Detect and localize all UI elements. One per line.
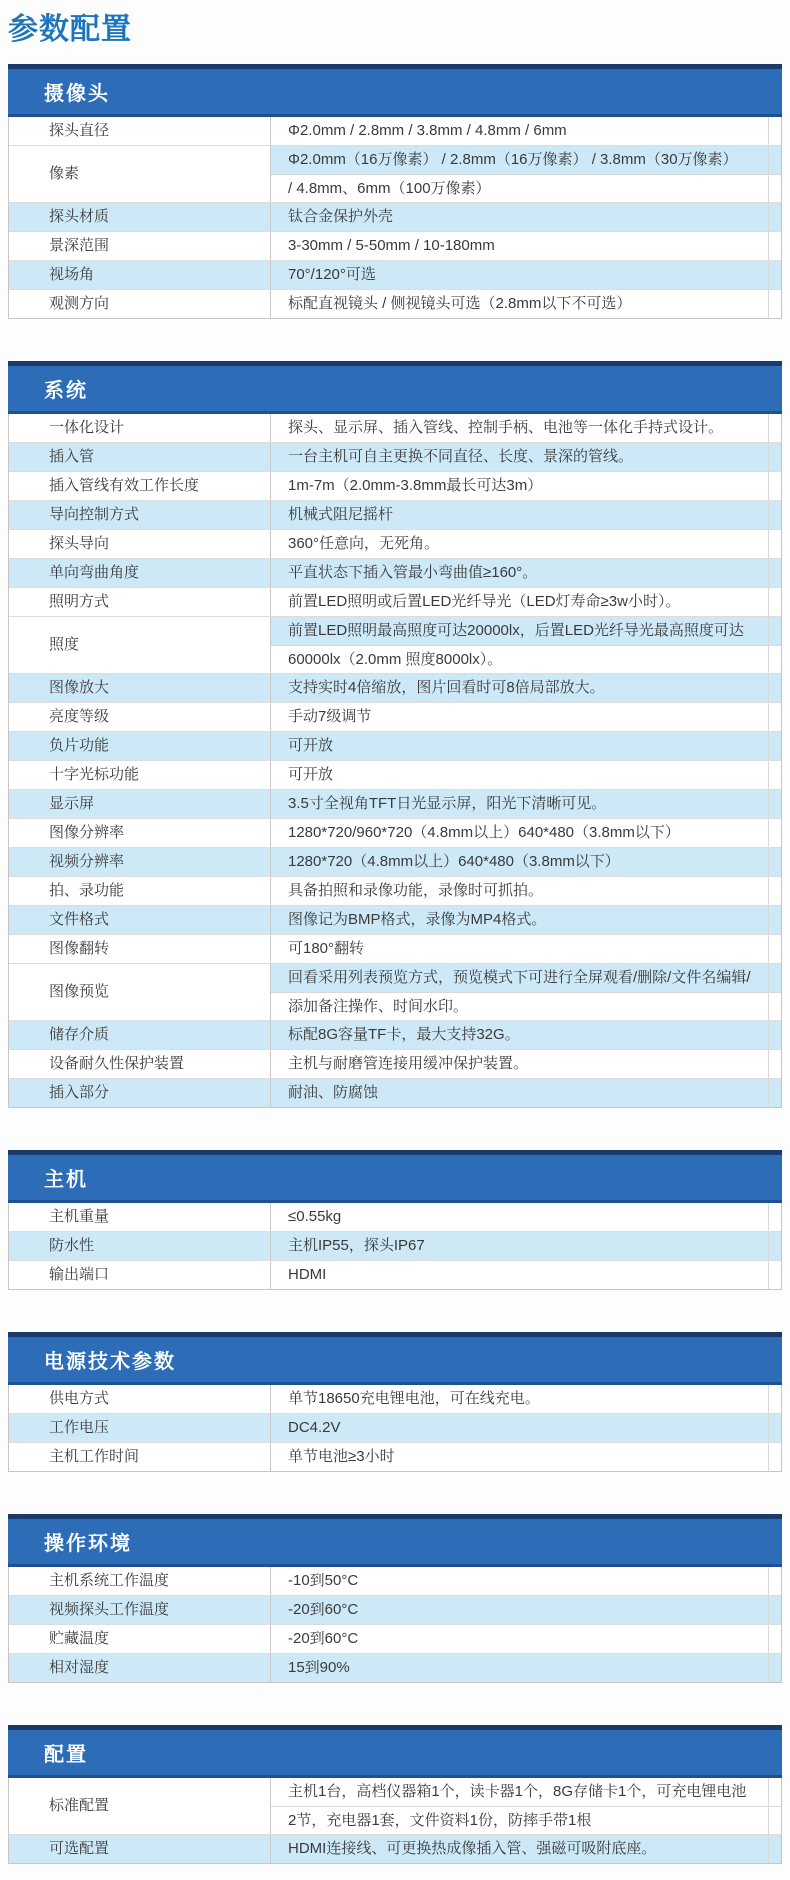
table-row [9, 732, 781, 761]
row-values [271, 1625, 781, 1653]
row-label: 导向控制方式 [9, 501, 271, 529]
row-value: 支持实时4倍缩放，图片回看时可8倍局部放大。 [271, 674, 781, 702]
section-rows [8, 117, 782, 319]
table-row [9, 1625, 781, 1654]
row-values [271, 1654, 781, 1682]
row-label: 文件格式 [9, 906, 271, 934]
sections-container [8, 64, 782, 1864]
table-row [9, 1567, 781, 1596]
table-row [9, 203, 781, 232]
table-row [9, 1232, 781, 1261]
row-label: 拍、录功能 [9, 877, 271, 905]
row-label: 景深范围 [9, 232, 271, 260]
row-values [271, 443, 781, 471]
section-title: 系统 [44, 380, 88, 402]
section-title: 摄像头 [44, 83, 110, 105]
row-values [271, 588, 781, 616]
table-row [9, 588, 781, 617]
row-values [271, 617, 781, 673]
row-values [271, 1261, 781, 1289]
row-values [271, 1443, 781, 1471]
section-1 [8, 361, 782, 1108]
section-2 [8, 1150, 782, 1290]
row-values [271, 790, 781, 818]
row-values [271, 819, 781, 847]
row-label: 主机工作时间 [9, 1443, 271, 1471]
section-header [8, 1514, 782, 1567]
table-row [9, 1654, 781, 1682]
row-label: 像素 [9, 146, 271, 202]
row-label: 相对湿度 [9, 1654, 271, 1682]
row-value: 1m-7m（2.0mm-3.8mm最长可达3m） [271, 472, 781, 500]
row-values [271, 1203, 781, 1231]
table-row [9, 530, 781, 559]
section-rows [8, 1778, 782, 1864]
section-rows [8, 1203, 782, 1290]
table-row [9, 559, 781, 588]
section-header [8, 1725, 782, 1778]
row-value: / 4.8mm、6mm（100万像素） [271, 174, 781, 202]
row-values [271, 1596, 781, 1624]
row-values [271, 761, 781, 789]
row-label: 插入管线有效工作长度 [9, 472, 271, 500]
row-value: 单节18650充电锂电池，可在线充电。 [271, 1385, 781, 1413]
row-label: 图像翻转 [9, 935, 271, 963]
table-row [9, 1414, 781, 1443]
row-value: ≤0.55kg [271, 1203, 781, 1231]
row-value: 主机1台，高档仪器箱1个，读卡器1个，8G存储卡1个，可充电锂电池 [271, 1778, 781, 1806]
row-label: 图像放大 [9, 674, 271, 702]
row-label: 插入部分 [9, 1079, 271, 1107]
table-row [9, 819, 781, 848]
row-value: 具备拍照和录像功能，录像时可抓拍。 [271, 877, 781, 905]
row-values [271, 935, 781, 963]
row-values [271, 530, 781, 558]
table-row [9, 1443, 781, 1471]
row-values [271, 414, 781, 442]
row-label: 显示屏 [9, 790, 271, 818]
row-value: 3-30mm / 5-50mm / 10-180mm [271, 232, 781, 260]
section-title: 配置 [44, 1744, 88, 1766]
row-values [271, 146, 781, 202]
row-value: 60000lx（2.0mm 照度8000lx）。 [271, 645, 781, 673]
row-label: 供电方式 [9, 1385, 271, 1413]
row-values [271, 964, 781, 1020]
row-value: 主机IP55，探头IP67 [271, 1232, 781, 1260]
row-value: 一台主机可自主更换不同直径、长度、景深的管线。 [271, 443, 781, 471]
row-values [271, 1778, 781, 1834]
row-label: 照明方式 [9, 588, 271, 616]
row-values [271, 1835, 781, 1863]
table-row [9, 146, 781, 203]
row-value: 探头、显示屏、插入管线、控制手柄、电池等一体化手持式设计。 [271, 414, 781, 442]
row-value: 前置LED照明或后置LED光纤导光（LED灯寿命≥3w小时）。 [271, 588, 781, 616]
row-values [271, 906, 781, 934]
row-value: HDMI [271, 1261, 781, 1289]
row-values [271, 117, 781, 145]
row-label: 工作电压 [9, 1414, 271, 1442]
row-values [271, 674, 781, 702]
table-row [9, 1835, 781, 1863]
section-header [8, 1332, 782, 1385]
row-label: 主机系统工作温度 [9, 1567, 271, 1595]
row-value: 1280*720（4.8mm以上）640*480（3.8mm以下） [271, 848, 781, 876]
row-value: 15到90% [271, 1654, 781, 1682]
row-value: 可180°翻转 [271, 935, 781, 963]
row-values [271, 472, 781, 500]
section-rows [8, 414, 782, 1108]
row-value: 平直状态下插入管最小弯曲值≥160°。 [271, 559, 781, 587]
row-label: 十字光标功能 [9, 761, 271, 789]
table-row [9, 1385, 781, 1414]
row-value: 标配8G容量TF卡，最大支持32G。 [271, 1021, 781, 1049]
row-label: 视场角 [9, 261, 271, 289]
table-row [9, 703, 781, 732]
row-label: 观测方向 [9, 290, 271, 318]
table-row [9, 935, 781, 964]
row-value: 3.5寸全视角TFT日光显示屏，阳光下清晰可见。 [271, 790, 781, 818]
row-value: DC4.2V [271, 1414, 781, 1442]
row-label: 标准配置 [9, 1778, 271, 1834]
row-values [271, 1567, 781, 1595]
table-row [9, 877, 781, 906]
row-label: 贮藏温度 [9, 1625, 271, 1653]
row-value: 标配直视镜头 / 侧视镜头可选（2.8mm以下不可选） [271, 290, 781, 318]
row-value: -20到60°C [271, 1596, 781, 1624]
row-label: 图像分辨率 [9, 819, 271, 847]
row-values [271, 1385, 781, 1413]
row-label: 照度 [9, 617, 271, 673]
row-value: 耐油、防腐蚀 [271, 1079, 781, 1107]
section-5 [8, 1725, 782, 1864]
row-value: 钛合金保护外壳 [271, 203, 781, 231]
row-value: 360°任意向，无死角。 [271, 530, 781, 558]
row-value: 单节电池≥3小时 [271, 1443, 781, 1471]
section-header [8, 64, 782, 117]
row-values [271, 1414, 781, 1442]
row-value: -10到50°C [271, 1567, 781, 1595]
row-label: 亮度等级 [9, 703, 271, 731]
table-row [9, 761, 781, 790]
table-row [9, 232, 781, 261]
row-value: Φ2.0mm（16万像素） / 2.8mm（16万像素） / 3.8mm（30万像素） [271, 146, 781, 174]
row-label: 一体化设计 [9, 414, 271, 442]
row-value: 可开放 [271, 732, 781, 760]
table-row [9, 501, 781, 530]
row-label: 设备耐久性保护装置 [9, 1050, 271, 1078]
row-value: 主机与耐磨管连接用缓冲保护装置。 [271, 1050, 781, 1078]
table-row [9, 1050, 781, 1079]
table-row [9, 261, 781, 290]
row-values [271, 877, 781, 905]
section-title: 电源技术参数 [44, 1351, 176, 1373]
table-row [9, 848, 781, 877]
row-label: 插入管 [9, 443, 271, 471]
row-value: 1280*720/960*720（4.8mm以上）640*480（3.8mm以下） [271, 819, 781, 847]
row-values [271, 1050, 781, 1078]
row-values [271, 703, 781, 731]
table-row [9, 1079, 781, 1107]
section-header [8, 1150, 782, 1203]
row-label: 防水性 [9, 1232, 271, 1260]
section-rows [8, 1567, 782, 1683]
table-row [9, 674, 781, 703]
row-values [271, 559, 781, 587]
row-values [271, 261, 781, 289]
row-value: 添加备注操作、时间水印。 [271, 992, 781, 1020]
table-row [9, 117, 781, 146]
section-4 [8, 1514, 782, 1683]
row-label: 单向弯曲角度 [9, 559, 271, 587]
row-value: 可开放 [271, 761, 781, 789]
section-title: 操作环境 [44, 1533, 132, 1555]
table-row [9, 790, 781, 819]
row-value: 手动7级调节 [271, 703, 781, 731]
table-row [9, 1021, 781, 1050]
row-value: 前置LED照明最高照度可达20000lx，后置LED光纤导光最高照度可达 [271, 617, 781, 645]
row-label: 输出端口 [9, 1261, 271, 1289]
table-row [9, 906, 781, 935]
table-row [9, 1203, 781, 1232]
table-row [9, 1261, 781, 1289]
row-value: 回看采用列表预览方式，预览模式下可进行全屏观看/删除/文件名编辑/ [271, 964, 781, 992]
row-values [271, 732, 781, 760]
section-header [8, 361, 782, 414]
section-3 [8, 1332, 782, 1472]
row-value: Φ2.0mm / 2.8mm / 3.8mm / 4.8mm / 6mm [271, 117, 781, 145]
row-label: 负片功能 [9, 732, 271, 760]
section-title: 主机 [44, 1169, 88, 1191]
row-values [271, 1021, 781, 1049]
section-rows [8, 1385, 782, 1472]
row-value: HDMI连接线、可更换热成像插入管、强磁可吸附底座。 [271, 1835, 781, 1863]
row-label: 主机重量 [9, 1203, 271, 1231]
table-row [9, 472, 781, 501]
row-value: 70°/120°可选 [271, 261, 781, 289]
table-row [9, 1596, 781, 1625]
row-label: 图像预览 [9, 964, 271, 1020]
table-row [9, 1778, 781, 1835]
row-label: 视频探头工作温度 [9, 1596, 271, 1624]
row-values [271, 1079, 781, 1107]
section-0 [8, 64, 782, 319]
page-title: 参数配置 [8, 13, 132, 46]
table-row [9, 964, 781, 1021]
row-values [271, 203, 781, 231]
table-row [9, 617, 781, 674]
row-values [271, 290, 781, 318]
row-label: 探头导向 [9, 530, 271, 558]
row-value: -20到60°C [271, 1625, 781, 1653]
row-label: 可选配置 [9, 1835, 271, 1863]
row-value: 机械式阻尼摇杆 [271, 501, 781, 529]
row-label: 探头材质 [9, 203, 271, 231]
row-value: 2节，充电器1套，文件资料1份，防摔手带1根 [271, 1806, 781, 1834]
row-values [271, 232, 781, 260]
row-label: 储存介质 [9, 1021, 271, 1049]
row-values [271, 848, 781, 876]
table-row [9, 290, 781, 318]
row-value: 图像记为BMP格式，录像为MP4格式。 [271, 906, 781, 934]
row-values [271, 1232, 781, 1260]
row-label: 探头直径 [9, 117, 271, 145]
table-row [9, 443, 781, 472]
row-label: 视频分辨率 [9, 848, 271, 876]
table-row [9, 414, 781, 443]
row-values [271, 501, 781, 529]
